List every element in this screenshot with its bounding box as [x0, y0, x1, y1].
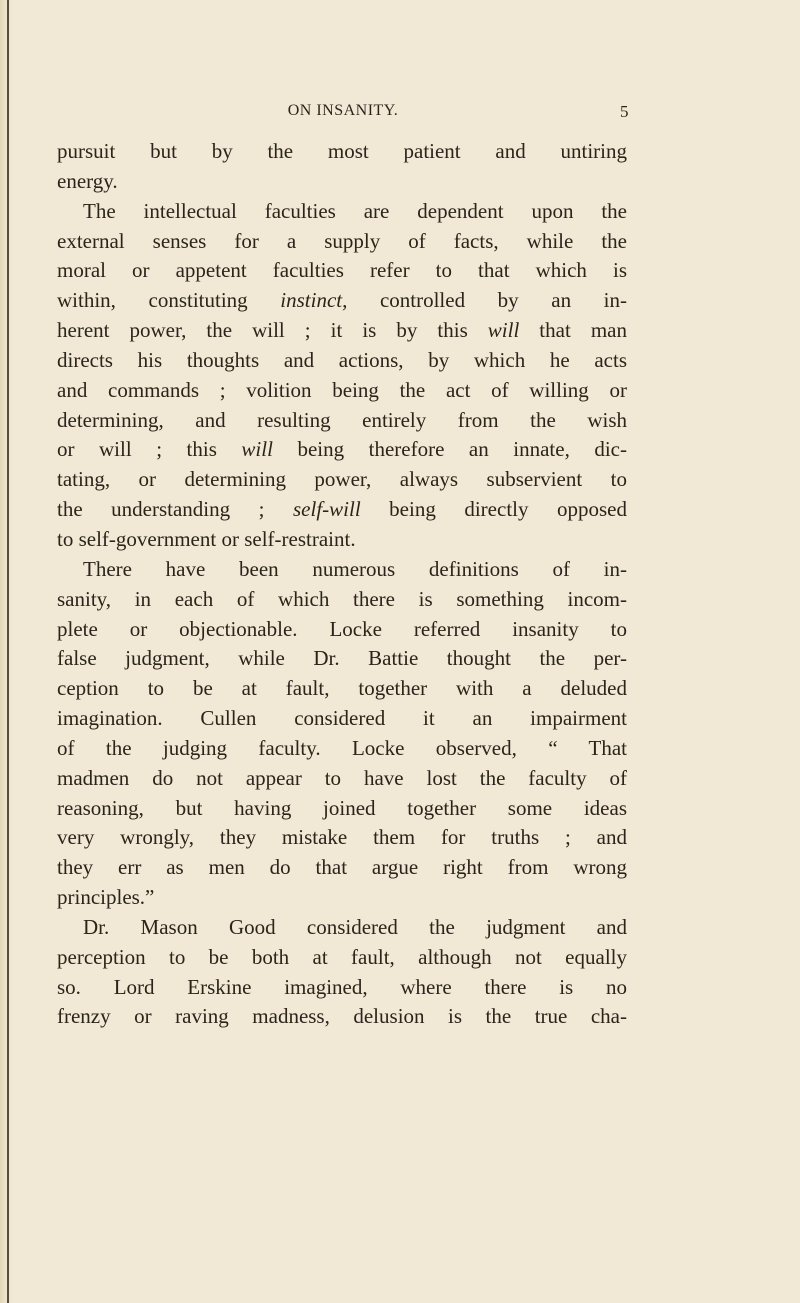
text-line: or will ; this will being therefore an innate, dic- — [57, 437, 627, 462]
page-header — [57, 102, 629, 128]
text-line: so. Lord Erskine imagined, where there is no — [57, 974, 627, 999]
text-line: ception to be at fault, together with a deluded — [57, 676, 627, 701]
text-line: plete or objectionable. Locke referred insanity to — [57, 616, 627, 641]
text-line: imagination. Cullen considered it an impairment — [57, 706, 627, 731]
text-line: of the judging faculty. Locke observed, “ That — [57, 735, 627, 760]
text-line: to self-government or self-restraint. — [57, 526, 356, 551]
text-line: reasoning, but having joined together some ideas — [57, 795, 627, 820]
text-line: directs his thoughts and actions, by which he acts — [57, 347, 627, 372]
text-line: and commands ; volition being the act of willing or — [57, 377, 627, 402]
binding-edge — [7, 0, 9, 1303]
text-line: There have been numerous definitions of in- — [83, 556, 627, 581]
text-line: principles.” — [57, 885, 155, 910]
text-line: the understanding ; self-will being directly opposed — [57, 497, 627, 522]
text-line: energy. — [57, 168, 118, 193]
text-line: herent power, the will ; it is by this will that man — [57, 318, 627, 343]
text-line: perception to be both at fault, although not equally — [57, 944, 627, 969]
text-line: The intellectual faculties are dependent upon the — [83, 198, 627, 223]
text-line: determining, and resulting entirely from the wish — [57, 407, 627, 432]
page-number: 5 — [620, 102, 629, 121]
text-line: they err as men do that argue right from wrong — [57, 855, 627, 880]
text-line: false judgment, while Dr. Battie thought the per- — [57, 646, 627, 671]
book-page — [57, 0, 777, 1303]
text-line: sanity, in each of which there is something incom- — [57, 586, 627, 611]
text-line: madmen do not appear to have lost the faculty of — [57, 765, 627, 790]
text-line: moral or appetent faculties refer to that which is — [57, 258, 627, 283]
text-line: Dr. Mason Good considered the judgment and — [83, 914, 627, 939]
text-line: within, constituting instinct, controlled by an in- — [57, 288, 627, 313]
body-text — [57, 137, 627, 1032]
text-line: very wrongly, they mistake them for truths ; and — [57, 825, 627, 850]
text-line: pursuit but by the most patient and untiring — [57, 139, 627, 163]
text-line: tating, or determining power, always subservient to — [57, 467, 627, 492]
text-line: frenzy or raving madness, delusion is the true cha- — [57, 1004, 627, 1029]
running-title: ON INSANITY. — [287, 102, 399, 119]
text-line: external senses for a supply of facts, while the — [57, 228, 627, 253]
